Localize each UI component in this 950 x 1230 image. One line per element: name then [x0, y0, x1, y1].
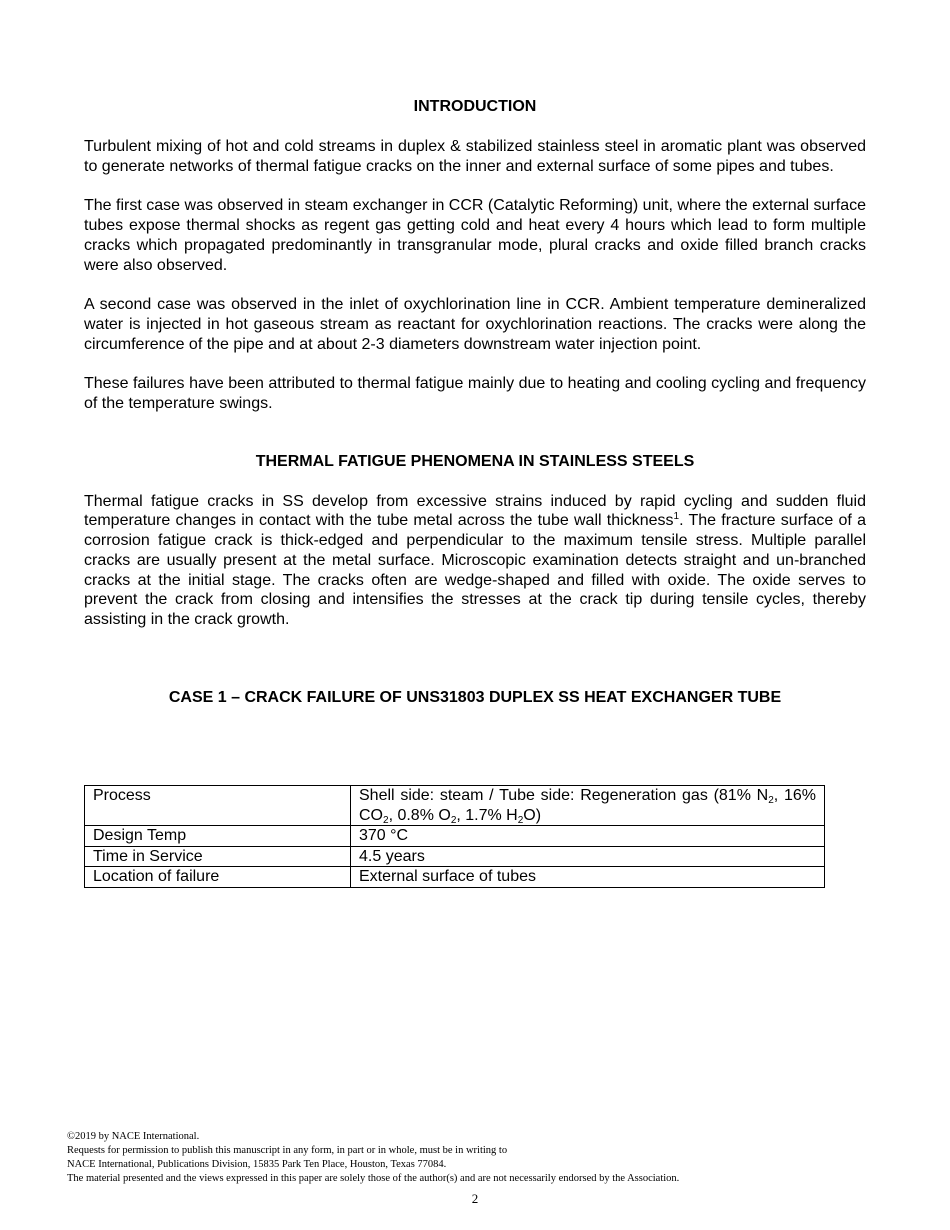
process-sub-4: 2 [517, 814, 524, 826]
case-1-info-table [84, 785, 825, 888]
section-heading-case-1: CASE 1 – CRACK FAILURE OF UNS31803 DUPLEX SS HEAT EXCHANGER TUBE [168, 688, 782, 706]
footer-address-line: NACE International, Publications Division, 15835 Park Ten Place, Houston, Texas 77084. [67, 1159, 447, 1170]
table-row [85, 826, 825, 847]
intro-paragraph-1: Turbulent mixing of hot and cold streams in duplex & stabilized stainless steel in aromatic plant was observed to generate networks of thermal fatigue cracks on the inner and external surface of some pipes and tubes. [84, 138, 866, 175]
table-row [85, 867, 825, 888]
table-row [85, 786, 825, 826]
process-sub-3: 2 [450, 814, 457, 826]
table-value-location-of-failure: External surface of tubes [351, 867, 825, 888]
process-text-4: , 1.7% H [456, 806, 518, 824]
table-value-time-in-service: 4.5 years [351, 846, 825, 867]
process-text-2: , 16% CO [359, 787, 816, 824]
table-row [85, 846, 825, 867]
footer-permission-line: Requests for permission to publish this manuscript in any form, in part or in whole, must be in writing to [67, 1145, 508, 1156]
table-label-location-of-failure: Location of failure [85, 867, 351, 888]
intro-paragraph-4: These failures have been attributed to thermal fatigue mainly due to heating and cooling cycling and frequency of the temperature swings. [84, 375, 866, 413]
process-text-1: Shell side: steam / Tube side: Regeneration gas (81% N [359, 787, 769, 804]
footer-copyright: ©2019 by NACE International. [67, 1131, 200, 1142]
thermal-text-part-2: . The fracture surface of a corrosion fatigue crack is thick-edged and perpendicular to the maximum tensile stress. Multiple parallel cracks are usually present at the metal surface. Microscopic examination detects straight and un-branched cracks at the initial stage. The cracks often are wedge-shaped and filled with oxide. The oxide serves to prevent the crack from closing and intensifies the stresses at the crack tip during tensile cycles, thereby assisting in the crack growth. [84, 512, 867, 628]
process-sub-1: 2 [768, 795, 774, 806]
page-footer [67, 1130, 887, 1186]
table-label-time-in-service: Time in Service [85, 846, 351, 867]
table-label-process: Process [85, 786, 351, 826]
table-value-process [351, 786, 825, 826]
table-value-design-temp: 370 °C [351, 826, 825, 847]
page-number: 2 [471, 1191, 479, 1206]
intro-paragraph-3: A second case was observed in the inlet of oxychlorination line in CCR. Ambient temperature demineralized water is injected in hot gaseous stream as reactant for oxychlorination reactions. The cracks were along the circumference of the pipe and at about 2-3 diameters downstream water injection point. [84, 296, 866, 353]
footer-disclaimer-line: The material presented and the views expressed in this paper are solely those of the author(s) and are not necessarily endorsed by the Association. [67, 1173, 680, 1184]
page-body [84, 94, 866, 708]
thermal-text-part-1: Thermal fatigue cracks in SS develop from excessive strains induced by rapid cycling and sudden fluid temperature changes in contact with the tube metal across the tube wall thickness [84, 492, 866, 530]
table-label-design-temp: Design Temp [85, 826, 351, 847]
process-text-5: O) [523, 806, 542, 824]
section-heading-thermal-fatigue: THERMAL FATIGUE PHENOMENA IN STAINLESS STEELS [255, 452, 695, 470]
thermal-paragraph [84, 492, 866, 630]
intro-paragraph-2: The first case was observed in steam exchanger in CCR (Catalytic Reforming) unit, where the external surface tubes expose thermal shocks as regent gas getting cold and heat every 4 hours which lead to form multiple cracks which propagated predominantly in transgranular mode, plural cracks and oxide filled branch cracks were also observed. [84, 197, 866, 274]
process-sub-2: 2 [383, 814, 389, 826]
section-heading-introduction: INTRODUCTION [413, 98, 537, 115]
process-text-3: , 0.8% O [388, 806, 451, 824]
citation-superscript: 1 [673, 511, 680, 523]
